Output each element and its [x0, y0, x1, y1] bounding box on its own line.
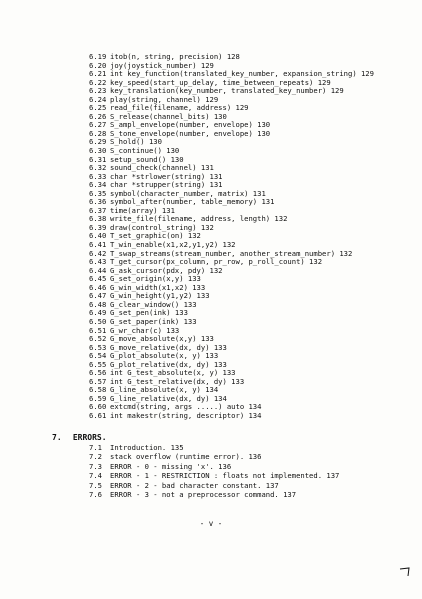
entry-text: write_file(filename, address, length) 132 — [110, 214, 288, 224]
entry-text: int G_test_absolute(x, y) 133 — [110, 368, 236, 378]
entry-text: T_swap_streams(stream_number, another_stream_number) 132 — [110, 248, 353, 258]
entry-number: 6.27 — [89, 120, 107, 130]
page-number: - v - — [199, 519, 223, 528]
entry-text: T_get_cursor(px_column, pr_row, p_roll_count) 132 — [110, 257, 323, 267]
entry-number: 7.4 — [89, 471, 102, 481]
toc-entry — [89, 412, 374, 421]
entry-number: 6.60 — [89, 402, 107, 412]
entry-number: 6.46 — [89, 282, 107, 292]
entry-number: 6.61 — [89, 410, 107, 420]
toc-entry — [89, 452, 339, 461]
entry-text: stack overflow (runtime error). 136 — [110, 452, 262, 462]
entry-text: int G_test_relative(dx, dy) 133 — [110, 376, 245, 386]
entry-text: int key_function(translated_key_number, expansion_string) 129 — [110, 69, 374, 79]
entry-number: 6.37 — [89, 205, 107, 215]
section-heading — [52, 433, 107, 442]
toc-entry — [89, 462, 339, 471]
entry-number: 6.29 — [89, 137, 107, 147]
entry-number: 6.20 — [89, 60, 107, 70]
entry-number: 6.38 — [89, 214, 107, 224]
entry-number: 6.35 — [89, 188, 107, 198]
entry-text: G_set_pen(ink) 133 — [110, 308, 188, 318]
entry-number: 6.32 — [89, 163, 107, 173]
entry-text: ERROR - 0 - missing 'x'. 136 — [110, 461, 232, 471]
entry-text: G_set_paper(ink) 133 — [110, 316, 197, 326]
entry-number: 6.55 — [89, 359, 107, 369]
entry-text: ERROR - 2 - bad character constant. 137 — [110, 480, 279, 490]
entry-number: 7.3 — [89, 461, 102, 471]
entry-number: 6.47 — [89, 291, 107, 301]
entry-number: 6.51 — [89, 325, 107, 335]
errors-list — [89, 443, 339, 499]
entry-text: G_win_height(y1,y2) 133 — [110, 291, 210, 301]
entry-text: G_clear_window() 133 — [110, 299, 197, 309]
entry-text: S_continue() 130 — [110, 146, 180, 156]
entry-number: 6.53 — [89, 342, 107, 352]
entry-number: 6.56 — [89, 368, 107, 378]
toc-entry — [89, 481, 339, 490]
section-number: 7. — [52, 433, 62, 442]
entry-number: 6.50 — [89, 316, 107, 326]
entry-text: read_file(filename, address) 129 — [110, 103, 249, 113]
entry-number: 7.6 — [89, 489, 102, 499]
entry-text: draw(control_string) 132 — [110, 222, 214, 232]
entry-number: 6.33 — [89, 171, 107, 181]
entry-number: 6.30 — [89, 146, 107, 156]
entry-number: 6.54 — [89, 351, 107, 361]
entry-text: Introduction. 135 — [110, 443, 184, 452]
entry-number: 6.28 — [89, 128, 107, 138]
entry-text: symbol_after(number, table_memory) 131 — [110, 197, 275, 207]
entry-number: 6.31 — [89, 154, 107, 164]
entry-text: G_plot_absolute(x, y) 133 — [110, 351, 219, 361]
entry-number: 6.58 — [89, 385, 107, 395]
entry-number: 7.5 — [89, 480, 102, 490]
entry-text: char *strupper(string) 131 — [110, 180, 223, 190]
entry-text: G_move_absolute(x,y) 133 — [110, 334, 214, 344]
entry-number: 7.2 — [89, 452, 102, 462]
entry-number: 6.25 — [89, 103, 107, 113]
entry-text: play(string, channel) 129 — [110, 94, 219, 104]
entry-number: 6.57 — [89, 376, 107, 386]
entry-number: 6.48 — [89, 299, 107, 309]
entry-number: 6.49 — [89, 308, 107, 318]
entry-number: 6.34 — [89, 180, 107, 190]
entry-text: T_set_graphic(on) 132 — [110, 231, 201, 241]
entry-text: time(array) 131 — [110, 205, 175, 215]
entry-text: joy(joystick_number) 129 — [110, 60, 214, 70]
entry-number: 6.23 — [89, 86, 107, 96]
entry-number: 6.36 — [89, 197, 107, 207]
entry-number: 6.39 — [89, 222, 107, 232]
entry-number: 6.59 — [89, 393, 107, 403]
entry-text: G_line_relative(dx, dy) 134 — [110, 393, 227, 403]
toc-entry — [89, 471, 339, 480]
entry-number: 6.22 — [89, 77, 107, 87]
entry-number: 7.1 — [89, 443, 102, 452]
entry-text: setup_sound() 130 — [110, 154, 184, 164]
entry-text: G_plot_relative(dx, dy) 133 — [110, 359, 227, 369]
entry-number: 6.24 — [89, 94, 107, 104]
entry-text: ERROR - 3 - not a preprocessor command. 137 — [110, 489, 297, 499]
toc-entry — [89, 490, 339, 499]
entry-number: 6.21 — [89, 69, 107, 79]
entry-text: key_translation(key_number, translated_key_number) 129 — [110, 86, 344, 96]
corner-mark-icon — [399, 567, 411, 577]
entry-text: G_wr_char(c) 133 — [110, 325, 180, 335]
entry-number: 6.43 — [89, 257, 107, 267]
entry-text: S_hold() 130 — [110, 137, 162, 147]
entry-text: S_tone_envelope(number, envelope) 130 — [110, 128, 271, 138]
entry-text: S_ampl_envelope(number, envelope) 130 — [110, 120, 271, 130]
entry-text: ERROR - 1 - RESTRICTION : floats not implemented. 137 — [110, 471, 340, 481]
entry-text: S_release(channel_bits) 130 — [110, 111, 227, 121]
entry-number: 6.19 — [89, 52, 107, 61]
entry-text: key_speed(start_up_delay, time_between_repeats) 129 — [110, 77, 331, 87]
entry-number: 6.26 — [89, 111, 107, 121]
entry-text: sound_check(channel) 131 — [110, 163, 214, 173]
entry-number: 6.40 — [89, 231, 107, 241]
section-title: ERRORS. — [72, 433, 107, 442]
entry-text: G_line_absolute(x, y) 134 — [110, 385, 219, 395]
entry-text: char *strlower(string) 131 — [110, 171, 223, 181]
table-of-contents — [89, 53, 374, 421]
entry-text: G_ask_cursor(pdx, pdy) 132 — [110, 265, 223, 275]
entry-text: itob(n, string, precision) 128 — [110, 52, 240, 61]
entry-text: G_win_width(x1,x2) 133 — [110, 282, 206, 292]
entry-text: extcmd(string, args .....) auto 134 — [110, 402, 262, 412]
entry-number: 6.44 — [89, 265, 107, 275]
entry-number: 6.42 — [89, 248, 107, 258]
entry-number: 6.41 — [89, 240, 107, 250]
entry-number: 6.45 — [89, 274, 107, 284]
toc-entry — [89, 443, 339, 452]
entry-number: 6.52 — [89, 334, 107, 344]
entry-text: T_win_enable(x1,x2,y1,y2) 132 — [110, 240, 236, 250]
entry-text: symbol(character_number, matrix) 131 — [110, 188, 266, 198]
entry-text: G_move_relative(dx, dy) 133 — [110, 342, 227, 352]
entry-text: G_set_origin(x,y) 133 — [110, 274, 201, 284]
entry-text: int makestr(string, descriptor) 134 — [110, 410, 262, 420]
